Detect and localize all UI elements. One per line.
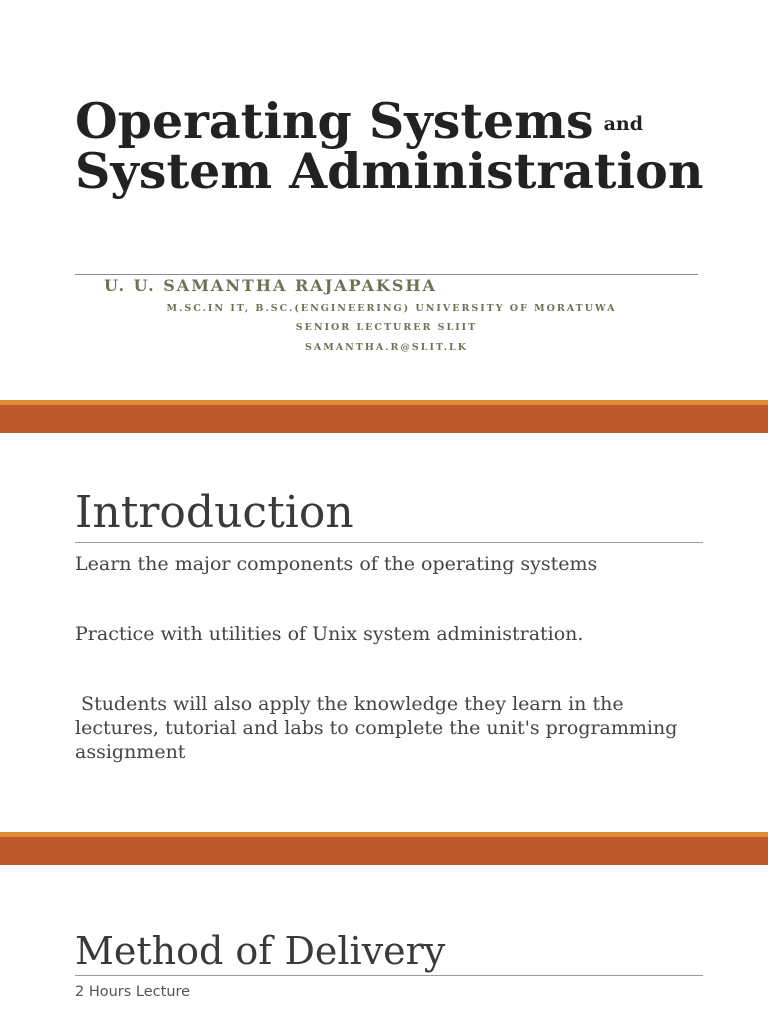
title-main-text: Operating Systems: [75, 92, 594, 150]
method-of-delivery-rule: [75, 975, 703, 976]
title-slide: [0, 0, 768, 400]
introduction-rule: [75, 542, 703, 543]
author-name: U. U. SAMANTHA RAJAPAKSHA: [104, 276, 437, 295]
title-divider-line: [75, 274, 698, 275]
method-of-delivery-heading: Method of Delivery: [75, 929, 446, 973]
delivery-item: 2 Hours Lecture: [75, 984, 191, 1000]
introduction-paragraph: Learn the major components of the operating systems: [75, 553, 598, 575]
introduction-paragraph: Students will also apply the knowledge they learn in the lectures, tutorial and labs to complete the unit's programming assignment: [75, 693, 684, 763]
slide-divider-bar: [0, 400, 768, 433]
introduction-paragraph: Practice with utilities of Unix system administration.: [75, 623, 584, 645]
title-line-2: System Administration: [75, 142, 704, 200]
author-credentials: M.SC.IN IT, B.SC.(ENGINEERING) UNIVERSITY OF MORATUWA: [166, 303, 617, 314]
introduction-heading: Introduction: [75, 487, 354, 538]
title-and-text: and: [603, 113, 643, 135]
author-email: SAMANTHA.R@SLIT.LK: [305, 342, 468, 353]
slide-divider-bar: [0, 832, 768, 865]
author-position: SENIOR LECTURER SLIIT: [295, 322, 478, 333]
